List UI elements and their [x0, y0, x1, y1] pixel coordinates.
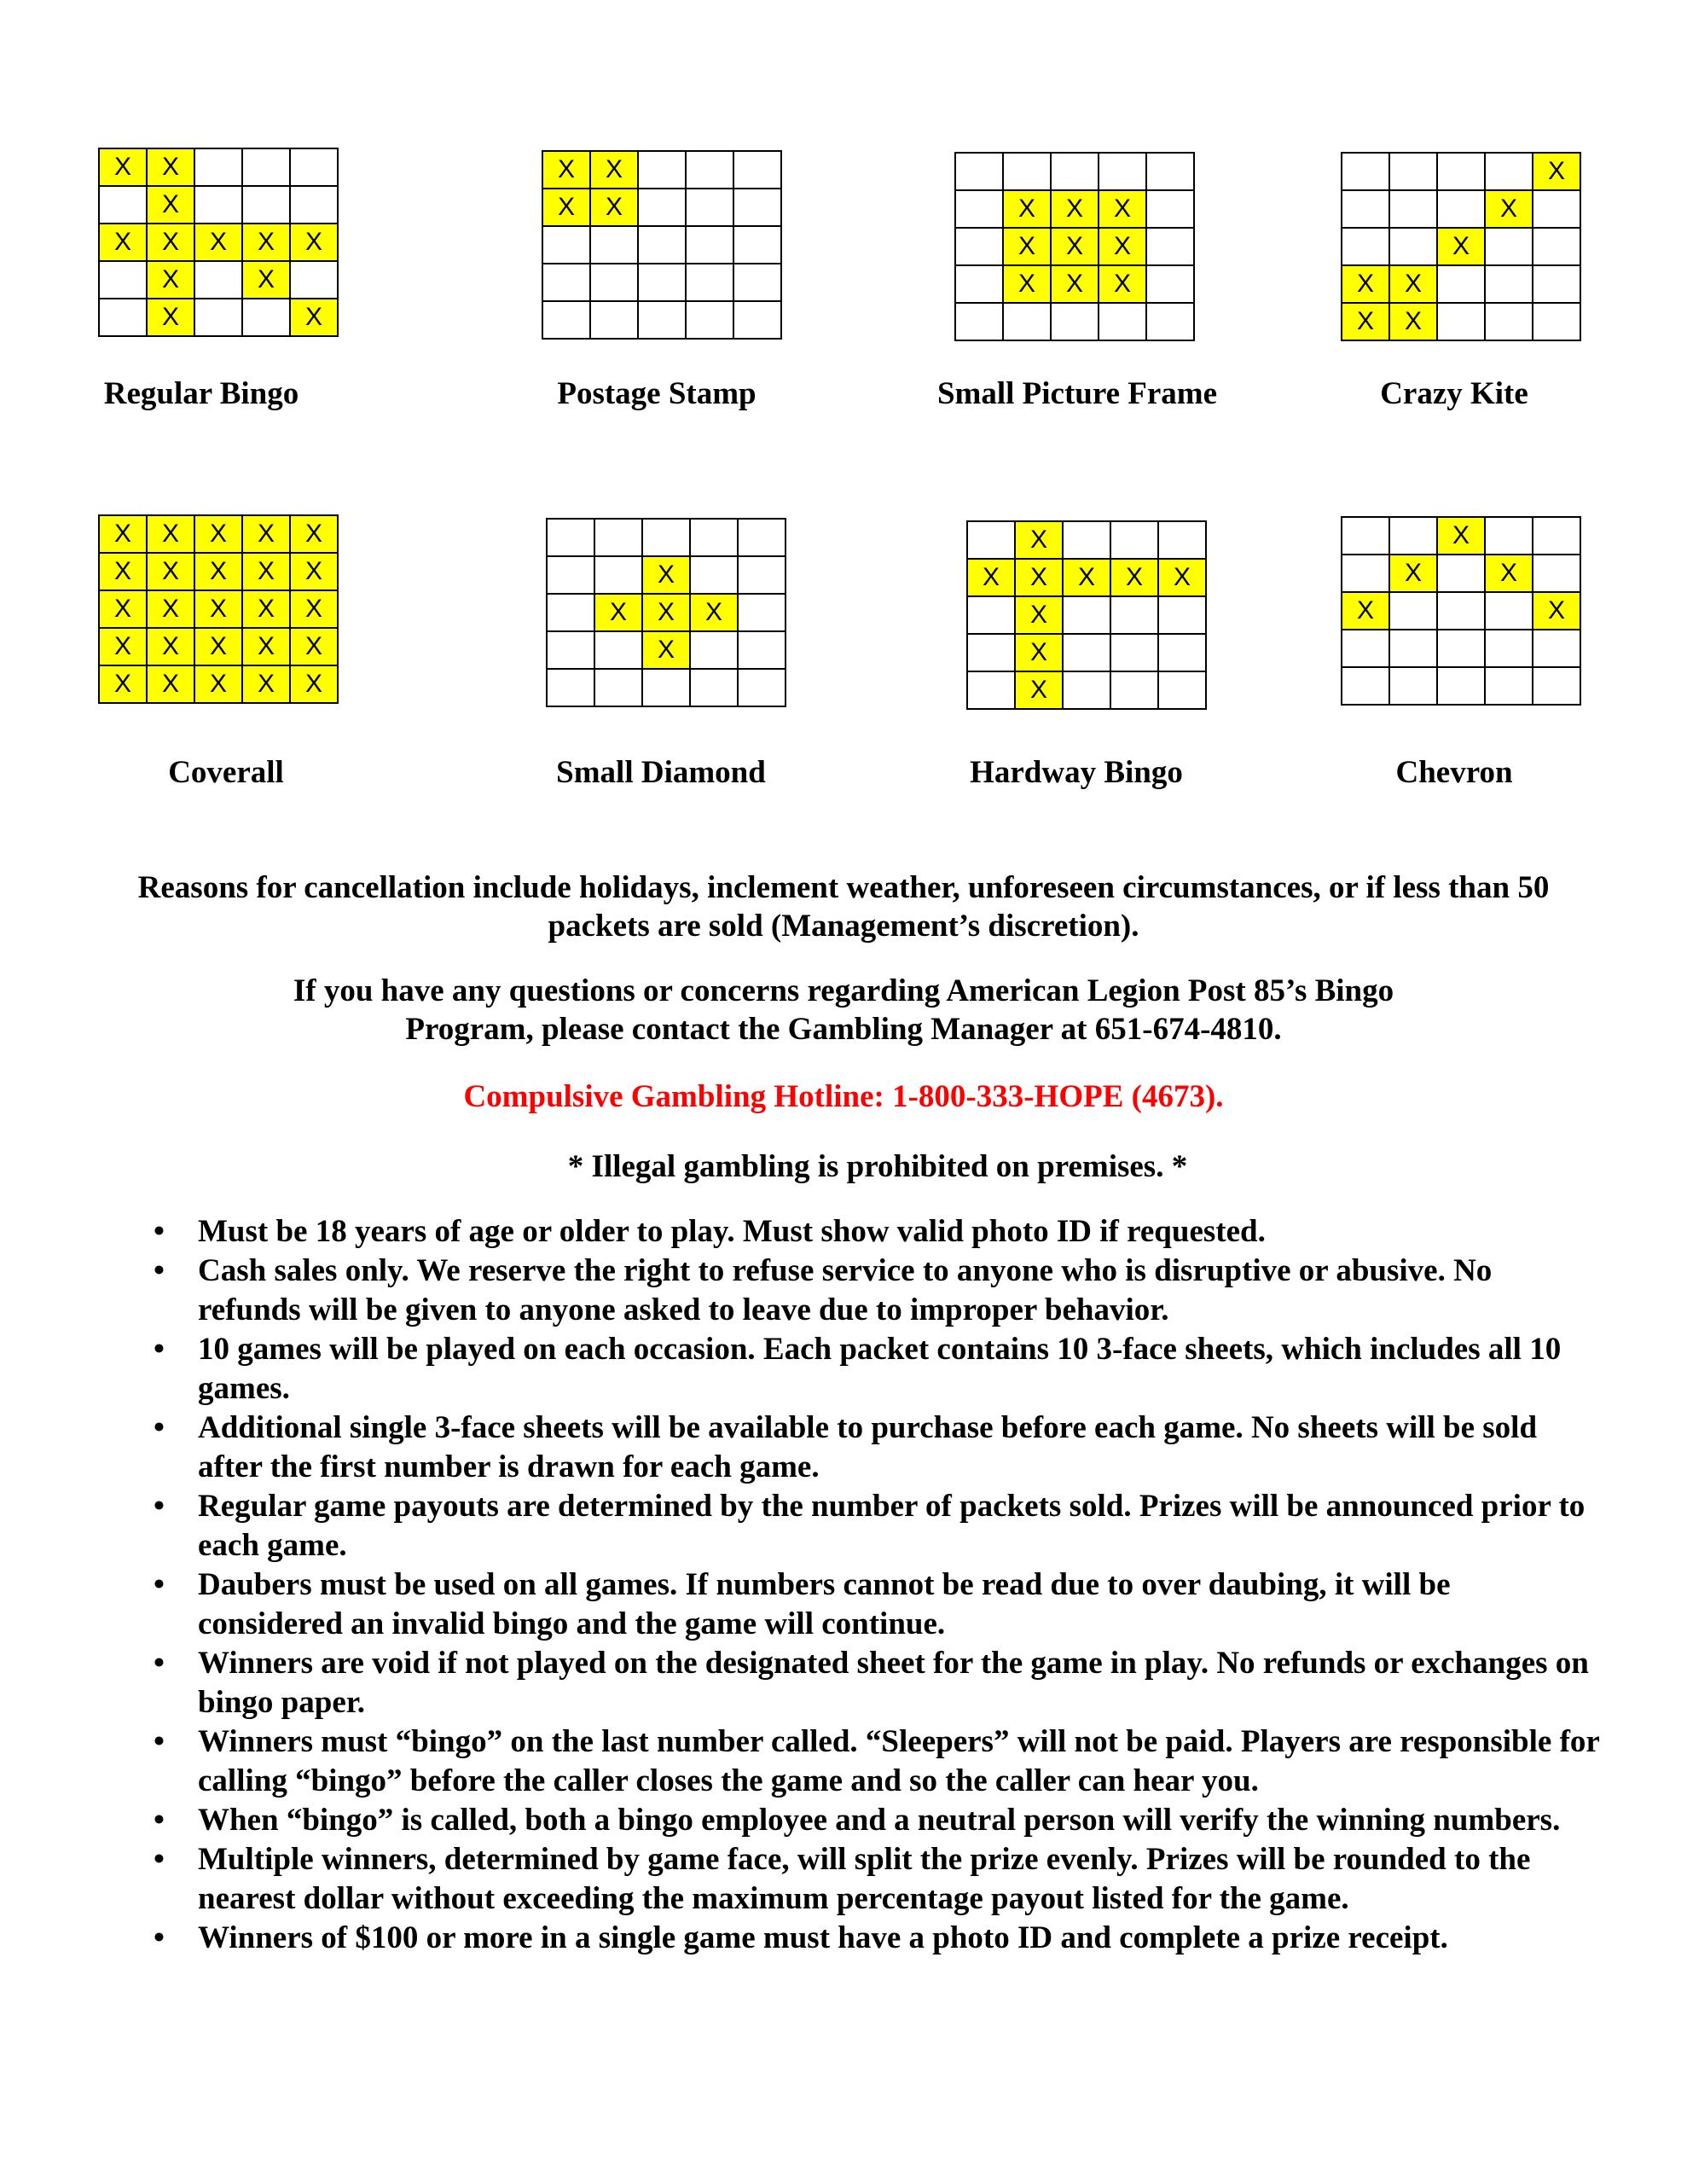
bullet-icon: •	[154, 1253, 165, 1288]
illegal-gambling-notice: * Illegal gambling is prohibited on premises. *	[567, 1149, 1188, 1184]
rule-text: Winners are void if not played on the designated sheet for the game in play. No refunds or exchanges on bingo paper.	[198, 1646, 1589, 1720]
marked-cell: X	[195, 629, 243, 666]
marked-cell: X	[643, 632, 691, 670]
marked-cell: X	[1533, 154, 1581, 191]
marked-cell: X	[1486, 555, 1533, 593]
empty-cell	[691, 557, 739, 595]
marked-cell: X	[100, 591, 148, 629]
empty-cell	[548, 557, 595, 595]
empty-cell	[291, 262, 339, 299]
empty-cell	[1004, 154, 1052, 191]
empty-cell	[1342, 154, 1390, 191]
marked-cell: X	[291, 554, 339, 591]
pattern-name-small-diamond: Small Diamond	[556, 755, 766, 790]
empty-cell	[1486, 154, 1533, 191]
pattern-name-crazy-kite: Crazy Kite	[1380, 376, 1528, 411]
marked-cell: X	[1438, 518, 1486, 555]
marked-cell: X	[1016, 672, 1064, 710]
marked-cell: X	[1390, 304, 1438, 341]
empty-cell	[968, 672, 1016, 710]
marked-cell: X	[1052, 191, 1099, 229]
marked-cell: X	[291, 629, 339, 666]
pattern-name-chevron: Chevron	[1395, 755, 1513, 790]
marked-cell: X	[1052, 266, 1099, 304]
empty-cell	[1486, 593, 1533, 630]
empty-cell	[687, 264, 734, 302]
empty-cell	[1111, 522, 1159, 560]
empty-cell	[595, 520, 643, 557]
marked-cell: X	[1099, 266, 1147, 304]
pattern-name-small-picture-frame: Small Picture Frame	[936, 376, 1218, 411]
empty-cell	[687, 152, 734, 189]
empty-cell	[1111, 672, 1159, 710]
empty-cell	[739, 520, 786, 557]
rule-text: Winners of $100 or more in a single game must have a photo ID and complete a prize receipt.	[198, 1920, 1448, 1955]
marked-cell: X	[100, 554, 148, 591]
empty-cell	[1147, 229, 1195, 266]
empty-cell	[100, 299, 148, 337]
marked-cell: X	[243, 262, 291, 299]
bullet-icon: •	[154, 1842, 165, 1877]
marked-cell: X	[1004, 191, 1052, 229]
empty-cell	[595, 670, 643, 707]
cancellation-notice: Reasons for cancellation include holidays, inclement weather, unforeseen circumstances, or if less than 50 packets are sold (Management’s discretion).	[137, 870, 1550, 944]
marked-cell: X	[100, 516, 148, 554]
empty-cell	[1342, 630, 1390, 668]
empty-cell	[1147, 266, 1195, 304]
marked-cell: X	[1016, 560, 1064, 597]
bullet-icon: •	[154, 1489, 165, 1524]
empty-cell	[691, 520, 739, 557]
marked-cell: X	[243, 516, 291, 554]
empty-cell	[734, 302, 782, 340]
empty-cell	[956, 229, 1004, 266]
pattern-card-postage-stamp	[542, 150, 782, 340]
marked-cell: X	[148, 187, 195, 224]
marked-cell: X	[1111, 560, 1159, 597]
empty-cell	[1533, 266, 1581, 304]
marked-cell: X	[100, 224, 148, 262]
empty-cell	[243, 149, 291, 187]
empty-cell	[1533, 668, 1581, 706]
empty-cell	[591, 227, 639, 264]
empty-cell	[1064, 672, 1111, 710]
marked-cell: X	[1342, 266, 1390, 304]
empty-cell	[639, 302, 687, 340]
empty-cell	[1486, 668, 1533, 706]
rule-item	[0, 1722, 1687, 1801]
empty-cell	[1533, 304, 1581, 341]
empty-cell	[543, 264, 591, 302]
rules-list	[0, 1212, 1687, 1958]
pattern-card-regular-bingo	[98, 148, 339, 337]
empty-cell	[1533, 555, 1581, 593]
marked-cell: X	[243, 629, 291, 666]
bullet-icon: •	[154, 1920, 165, 1955]
marked-cell: X	[148, 554, 195, 591]
empty-cell	[595, 557, 643, 595]
empty-cell	[548, 595, 595, 632]
empty-cell	[1342, 191, 1390, 229]
empty-cell	[1438, 266, 1486, 304]
marked-cell: X	[595, 595, 643, 632]
empty-cell	[956, 154, 1004, 191]
rule-item	[0, 1409, 1687, 1487]
empty-cell	[687, 227, 734, 264]
empty-cell	[243, 187, 291, 224]
empty-cell	[1099, 304, 1147, 341]
marked-cell: X	[243, 591, 291, 629]
empty-cell	[195, 262, 243, 299]
rule-item	[0, 1487, 1687, 1565]
empty-cell	[243, 299, 291, 337]
pattern-name-regular-bingo: Regular Bingo	[103, 376, 299, 411]
empty-cell	[734, 227, 782, 264]
rule-text: Winners must “bingo” on the last number called. “Sleepers” will not be paid. Players are responsible for calling “bingo” before the caller closes the game and so the caller can hear you.	[198, 1724, 1600, 1798]
empty-cell	[1390, 229, 1438, 266]
empty-cell	[1486, 518, 1533, 555]
marked-cell: X	[1159, 560, 1207, 597]
pattern-card-coverall	[98, 514, 339, 704]
rule-text: Must be 18 years of age or older to play. Must show valid photo ID if requested.	[198, 1214, 1266, 1249]
empty-cell	[291, 149, 339, 187]
empty-cell	[1111, 635, 1159, 672]
empty-cell	[739, 670, 786, 707]
marked-cell: X	[243, 224, 291, 262]
marked-cell: X	[291, 516, 339, 554]
marked-cell: X	[195, 554, 243, 591]
marked-cell: X	[148, 629, 195, 666]
empty-cell	[1004, 304, 1052, 341]
marked-cell: X	[195, 516, 243, 554]
empty-cell	[195, 149, 243, 187]
rule-item	[0, 1212, 1687, 1252]
pattern-card-crazy-kite	[1341, 152, 1581, 341]
empty-cell	[1438, 191, 1486, 229]
empty-cell	[1390, 191, 1438, 229]
empty-cell	[595, 632, 643, 670]
empty-cell	[643, 520, 691, 557]
marked-cell: X	[1099, 191, 1147, 229]
empty-cell	[1159, 597, 1207, 635]
bullet-icon: •	[154, 1567, 165, 1602]
marked-cell: X	[1342, 593, 1390, 630]
gambling-hotline: Compulsive Gambling Hotline: 1-800-333-HOPE (4673).	[463, 1079, 1224, 1114]
marked-cell: X	[691, 595, 739, 632]
empty-cell	[1390, 593, 1438, 630]
marked-cell: X	[148, 224, 195, 262]
marked-cell: X	[291, 224, 339, 262]
empty-cell	[1533, 630, 1581, 668]
marked-cell: X	[148, 591, 195, 629]
marked-cell: X	[291, 591, 339, 629]
marked-cell: X	[543, 152, 591, 189]
marked-cell: X	[100, 629, 148, 666]
bullet-icon: •	[154, 1332, 165, 1367]
empty-cell	[1533, 229, 1581, 266]
marked-cell: X	[591, 189, 639, 227]
empty-cell	[687, 189, 734, 227]
rule-item	[0, 1919, 1687, 1958]
empty-cell	[1390, 518, 1438, 555]
marked-cell: X	[148, 262, 195, 299]
rule-text: Daubers must be used on all games. If numbers cannot be read due to over daubing, it will be considered an invalid bingo and the game will continue.	[198, 1567, 1451, 1641]
empty-cell	[1486, 304, 1533, 341]
marked-cell: X	[243, 554, 291, 591]
marked-cell: X	[148, 299, 195, 337]
marked-cell: X	[1064, 560, 1111, 597]
rule-text: Additional single 3-face sheets will be available to purchase before each game. No sheets will be sold after the first number is drawn for each game.	[198, 1410, 1538, 1484]
empty-cell	[734, 152, 782, 189]
bullet-icon: •	[154, 1410, 165, 1445]
empty-cell	[687, 302, 734, 340]
empty-cell	[1052, 304, 1099, 341]
empty-cell	[968, 635, 1016, 672]
empty-cell	[1159, 635, 1207, 672]
empty-cell	[1438, 630, 1486, 668]
marked-cell: X	[1004, 229, 1052, 266]
marked-cell: X	[1438, 229, 1486, 266]
empty-cell	[1111, 597, 1159, 635]
empty-cell	[956, 266, 1004, 304]
rule-text: When “bingo” is called, both a bingo employee and a neutral person will verify the winning numbers.	[198, 1803, 1561, 1838]
marked-cell: X	[195, 591, 243, 629]
marked-cell: X	[291, 299, 339, 337]
marked-cell: X	[1016, 522, 1064, 560]
marked-cell: X	[1390, 266, 1438, 304]
rule-item	[0, 1330, 1687, 1409]
empty-cell	[739, 557, 786, 595]
empty-cell	[1159, 522, 1207, 560]
marked-cell: X	[968, 560, 1016, 597]
marked-cell: X	[643, 557, 691, 595]
rule-item	[0, 1840, 1687, 1919]
bullet-icon: •	[154, 1646, 165, 1681]
empty-cell	[1342, 518, 1390, 555]
empty-cell	[956, 191, 1004, 229]
empty-cell	[639, 189, 687, 227]
empty-cell	[643, 670, 691, 707]
marked-cell: X	[1486, 191, 1533, 229]
empty-cell	[734, 189, 782, 227]
empty-cell	[1533, 518, 1581, 555]
empty-cell	[195, 299, 243, 337]
marked-cell: X	[1390, 555, 1438, 593]
marked-cell: X	[1052, 229, 1099, 266]
marked-cell: X	[1016, 597, 1064, 635]
rule-item	[0, 1644, 1687, 1722]
marked-cell: X	[195, 224, 243, 262]
empty-cell	[956, 304, 1004, 341]
marked-cell: X	[1016, 635, 1064, 672]
marked-cell: X	[591, 152, 639, 189]
pattern-card-small-diamond	[546, 518, 786, 707]
rule-text: Multiple winners, determined by game face, will split the prize evenly. Prizes will be rounded to the nearest dollar without exceeding the maximum percentage payout listed for the game.	[198, 1842, 1531, 1916]
empty-cell	[739, 595, 786, 632]
pattern-card-small-picture-frame	[954, 152, 1195, 341]
empty-cell	[543, 302, 591, 340]
empty-cell	[1533, 191, 1581, 229]
rule-item	[0, 1565, 1687, 1644]
empty-cell	[548, 632, 595, 670]
empty-cell	[195, 187, 243, 224]
empty-cell	[691, 632, 739, 670]
empty-cell	[1099, 154, 1147, 191]
pattern-card-chevron	[1341, 516, 1581, 706]
rule-item	[0, 1801, 1687, 1840]
empty-cell	[1064, 597, 1111, 635]
marked-cell: X	[148, 516, 195, 554]
pattern-card-hardway-bingo	[966, 520, 1207, 710]
empty-cell	[548, 520, 595, 557]
marked-cell: X	[1004, 266, 1052, 304]
empty-cell	[1064, 635, 1111, 672]
questions-contact-notice: If you have any questions or concerns regarding American Legion Post 85’s Bingo Program, please contact the Gambling Manager at 651-674-4810.	[293, 973, 1394, 1047]
empty-cell	[591, 302, 639, 340]
empty-cell	[1064, 522, 1111, 560]
empty-cell	[548, 670, 595, 707]
rule-item	[0, 1252, 1687, 1330]
empty-cell	[968, 522, 1016, 560]
empty-cell	[1486, 229, 1533, 266]
marked-cell: X	[291, 666, 339, 704]
empty-cell	[639, 227, 687, 264]
empty-cell	[591, 264, 639, 302]
rule-text: 10 games will be played on each occasion. Each packet contains 10 3-face sheets, which includes all 10 games.	[198, 1332, 1562, 1406]
empty-cell	[1342, 229, 1390, 266]
empty-cell	[691, 670, 739, 707]
empty-cell	[1342, 668, 1390, 706]
empty-cell	[1438, 154, 1486, 191]
rule-text: Cash sales only. We reserve the right to refuse service to anyone who is disruptive or abusive. No refunds will be given to anyone asked to leave due to improper behavior.	[198, 1253, 1493, 1327]
empty-cell	[639, 264, 687, 302]
bullet-icon: •	[154, 1214, 165, 1249]
rule-text: Regular game payouts are determined by the number of packets sold. Prizes will be announced prior to each game.	[198, 1489, 1586, 1563]
bullet-icon: •	[154, 1803, 165, 1838]
empty-cell	[639, 152, 687, 189]
empty-cell	[1159, 672, 1207, 710]
empty-cell	[291, 187, 339, 224]
marked-cell: X	[1342, 304, 1390, 341]
empty-cell	[1390, 630, 1438, 668]
bullet-icon: •	[154, 1724, 165, 1759]
marked-cell: X	[100, 666, 148, 704]
empty-cell	[1390, 154, 1438, 191]
marked-cell: X	[148, 666, 195, 704]
marked-cell: X	[148, 149, 195, 187]
empty-cell	[1147, 304, 1195, 341]
marked-cell: X	[1533, 593, 1581, 630]
marked-cell: X	[195, 666, 243, 704]
empty-cell	[1438, 668, 1486, 706]
empty-cell	[100, 262, 148, 299]
empty-cell	[1147, 191, 1195, 229]
pattern-name-hardway-bingo: Hardway Bingo	[970, 755, 1183, 790]
empty-cell	[100, 187, 148, 224]
empty-cell	[739, 632, 786, 670]
empty-cell	[968, 597, 1016, 635]
empty-cell	[1390, 668, 1438, 706]
empty-cell	[1438, 555, 1486, 593]
marked-cell: X	[543, 189, 591, 227]
pattern-name-postage-stamp: Postage Stamp	[557, 376, 757, 411]
marked-cell: X	[643, 595, 691, 632]
marked-cell: X	[243, 666, 291, 704]
marked-cell: X	[1099, 229, 1147, 266]
empty-cell	[1486, 266, 1533, 304]
pattern-name-coverall: Coverall	[168, 755, 284, 790]
empty-cell	[1438, 304, 1486, 341]
empty-cell	[1486, 630, 1533, 668]
marked-cell: X	[100, 149, 148, 187]
empty-cell	[1342, 555, 1390, 593]
empty-cell	[543, 227, 591, 264]
empty-cell	[1052, 154, 1099, 191]
empty-cell	[734, 264, 782, 302]
empty-cell	[1147, 154, 1195, 191]
empty-cell	[1438, 593, 1486, 630]
